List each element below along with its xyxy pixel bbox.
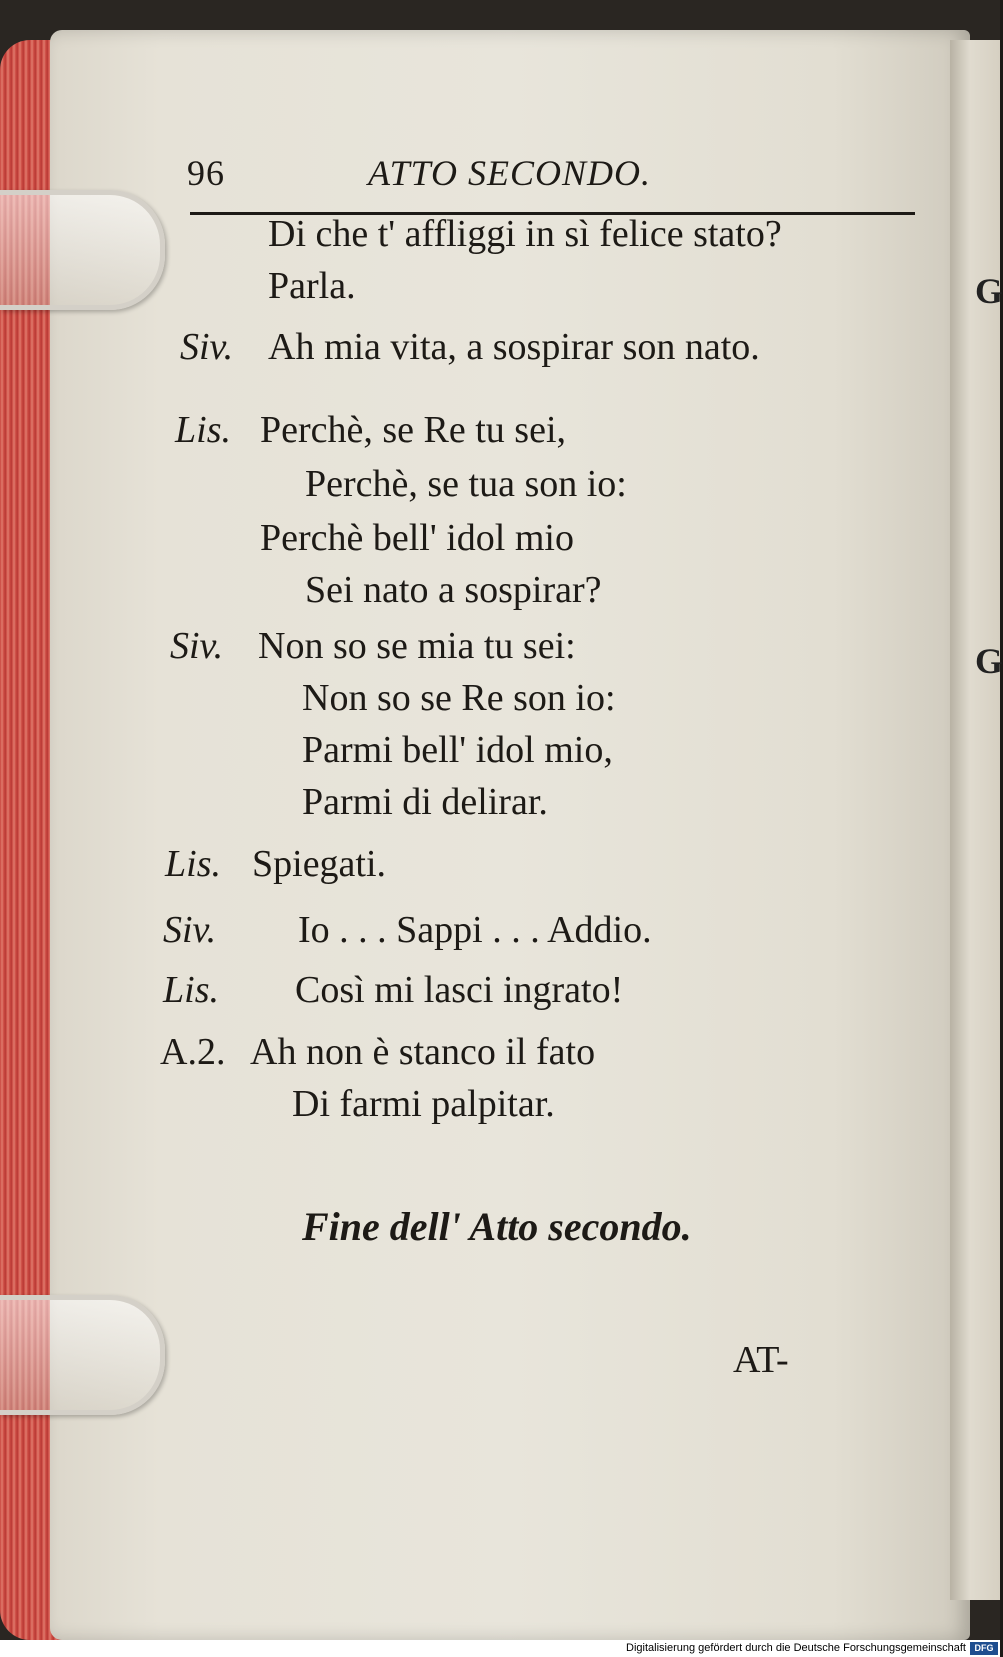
verse-line: Sei nato a sospirar? [305,569,602,611]
dfg-logo: DFG [970,1642,998,1655]
verse-line: Non so se Re son io: [302,677,616,719]
verse-line: Spiegati. [252,843,387,885]
verse-line: Parla. [268,265,356,307]
page-clip-top [0,190,165,310]
verse-line: Così mi lasci ingrato! [295,969,624,1011]
verse-line: Ah non è stanco il fato [250,1031,596,1073]
page-number: 96 [187,153,225,193]
facing-page-fragment: G [975,271,1003,311]
verse-line: Ah mia vita, a sospirar son nato. [268,326,760,368]
running-title: ATTO SECONDO. [368,153,652,193]
speaker-label: Lis. [165,843,221,885]
speaker-label: Lis. [175,409,231,451]
speaker-label: Lis. [163,969,219,1011]
verse-line: Io . . . Sappi . . . Addio. [298,909,652,951]
verse-line: Di farmi palpitar. [292,1083,555,1125]
verse-line: Di che t' affliggi in sì felice stato? [268,213,782,255]
catchword: AT- [733,1339,789,1381]
verse-line: Parmi di delirar. [302,781,548,823]
verse-line: Parmi bell' idol mio, [302,729,613,771]
speaker-label: Siv. [170,625,224,667]
verse-line: Perchè bell' idol mio [260,517,574,559]
facing-page-fragment: G [975,641,1003,681]
book-page [50,30,970,1640]
verse-line: Perchè, se Re tu sei, [260,409,567,451]
speaker-label: Siv. [180,326,234,368]
act-closing: Fine dell' Atto secondo. [302,1204,692,1249]
digitization-credit [0,1640,1000,1657]
speaker-label: Siv. [163,909,217,951]
page-clip-bottom [0,1295,165,1415]
verse-line: Non so se mia tu sei: [258,625,576,667]
verse-line: Perchè, se tua son io: [305,463,627,505]
credit-text: Digitalisierung gefördert durch die Deutsche Forschungsgemeinschaft [626,1642,966,1654]
speaker-label: A.2. [160,1031,226,1073]
